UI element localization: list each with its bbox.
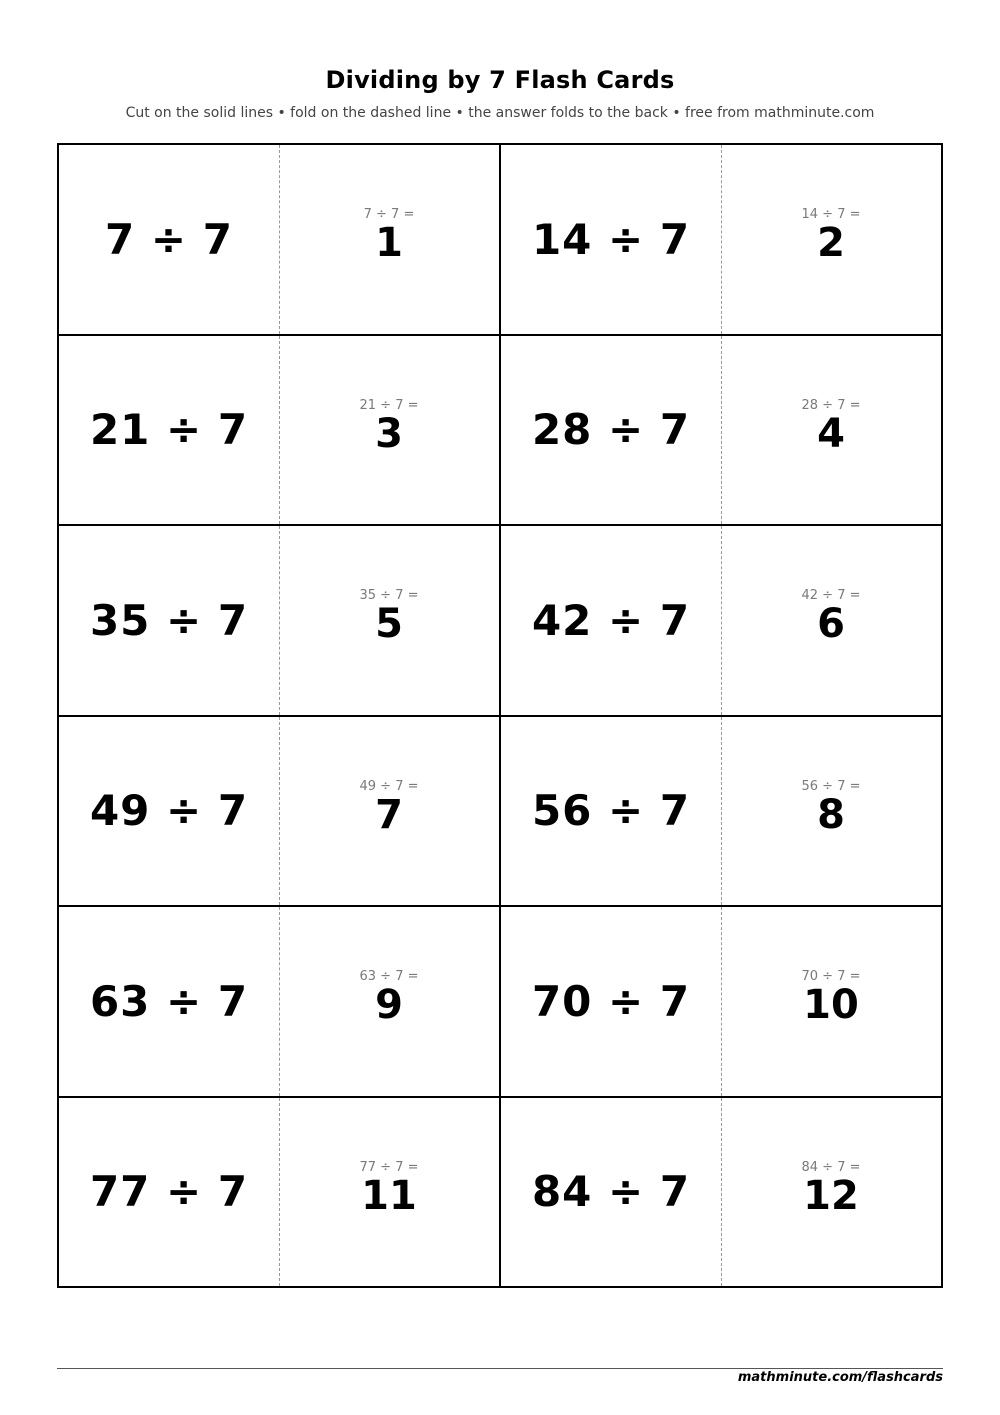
card-question: 56 ÷ 7 <box>531 786 691 836</box>
flash-card <box>59 1098 501 1289</box>
card-answer: 9 <box>375 982 403 1029</box>
fold-line <box>721 717 722 906</box>
card-question: 7 ÷ 7 <box>105 214 233 264</box>
card-question: 84 ÷ 7 <box>531 1167 691 1217</box>
card-answer: 8 <box>817 791 845 838</box>
card-answer: 11 <box>361 1172 417 1219</box>
card-answer: 6 <box>817 601 845 648</box>
card-question: 28 ÷ 7 <box>531 405 691 455</box>
flash-card <box>501 526 943 717</box>
flash-card-sheet <box>57 143 943 1288</box>
fold-line <box>279 717 280 906</box>
fold-line <box>279 1098 280 1287</box>
card-question: 14 ÷ 7 <box>531 214 691 264</box>
page-title: Dividing by 7 Flash Cards <box>325 66 675 94</box>
card-prompt: 35 ÷ 7 = <box>359 588 419 604</box>
card-question: 21 ÷ 7 <box>89 405 249 455</box>
flash-card <box>59 717 501 908</box>
card-back <box>279 907 499 1096</box>
card-question: 63 ÷ 7 <box>89 976 249 1026</box>
flash-card <box>501 336 943 527</box>
card-back <box>279 717 499 906</box>
card-prompt: 21 ÷ 7 = <box>359 397 419 413</box>
card-answer: 4 <box>817 410 845 457</box>
flash-card <box>501 1098 943 1289</box>
flash-card <box>501 717 943 908</box>
fold-line <box>721 145 722 334</box>
card-question: 35 ÷ 7 <box>89 595 249 645</box>
card-question: 77 ÷ 7 <box>89 1167 249 1217</box>
card-back <box>721 336 941 525</box>
card-prompt: 14 ÷ 7 = <box>801 207 861 223</box>
fold-line <box>721 1098 722 1287</box>
card-prompt: 77 ÷ 7 = <box>359 1159 419 1175</box>
card-back <box>279 336 499 525</box>
footer-url: mathminute.com/flashcards <box>737 1370 943 1385</box>
card-back <box>721 907 941 1096</box>
fold-line <box>721 336 722 525</box>
fold-line <box>279 526 280 715</box>
flash-card <box>501 145 943 336</box>
card-prompt: 28 ÷ 7 = <box>801 397 861 413</box>
card-answer: 3 <box>375 410 403 457</box>
card-answer: 7 <box>375 791 403 838</box>
card-back <box>721 717 941 906</box>
card-answer: 1 <box>375 220 403 267</box>
card-prompt: 42 ÷ 7 = <box>801 588 861 604</box>
card-question: 42 ÷ 7 <box>531 595 691 645</box>
footer-divider <box>57 1368 943 1369</box>
fold-line <box>279 336 280 525</box>
card-back <box>721 526 941 715</box>
card-answer: 12 <box>803 1172 859 1219</box>
fold-line <box>721 907 722 1096</box>
fold-line <box>279 907 280 1096</box>
card-question: 70 ÷ 7 <box>531 976 691 1026</box>
card-answer: 5 <box>375 601 403 648</box>
card-prompt: 70 ÷ 7 = <box>801 969 861 985</box>
card-question: 49 ÷ 7 <box>89 786 249 836</box>
flash-card <box>59 336 501 527</box>
card-back <box>721 145 941 334</box>
card-answer: 10 <box>803 982 859 1029</box>
card-prompt: 49 ÷ 7 = <box>359 778 419 794</box>
card-back <box>721 1098 941 1287</box>
card-prompt: 56 ÷ 7 = <box>801 778 861 794</box>
card-back <box>279 1098 499 1287</box>
page-subtitle: Cut on the solid lines • fold on the dashed line • the answer folds to the back • free from mathminute.com <box>125 105 875 121</box>
flash-card <box>59 907 501 1098</box>
card-back <box>279 526 499 715</box>
fold-line <box>721 526 722 715</box>
fold-line <box>279 145 280 334</box>
card-back <box>279 145 499 334</box>
card-prompt: 84 ÷ 7 = <box>801 1159 861 1175</box>
flash-card <box>59 145 501 336</box>
flash-card <box>59 526 501 717</box>
flash-card <box>501 907 943 1098</box>
card-answer: 2 <box>817 220 845 267</box>
card-prompt: 63 ÷ 7 = <box>359 969 419 985</box>
card-prompt: 7 ÷ 7 = <box>363 207 415 223</box>
